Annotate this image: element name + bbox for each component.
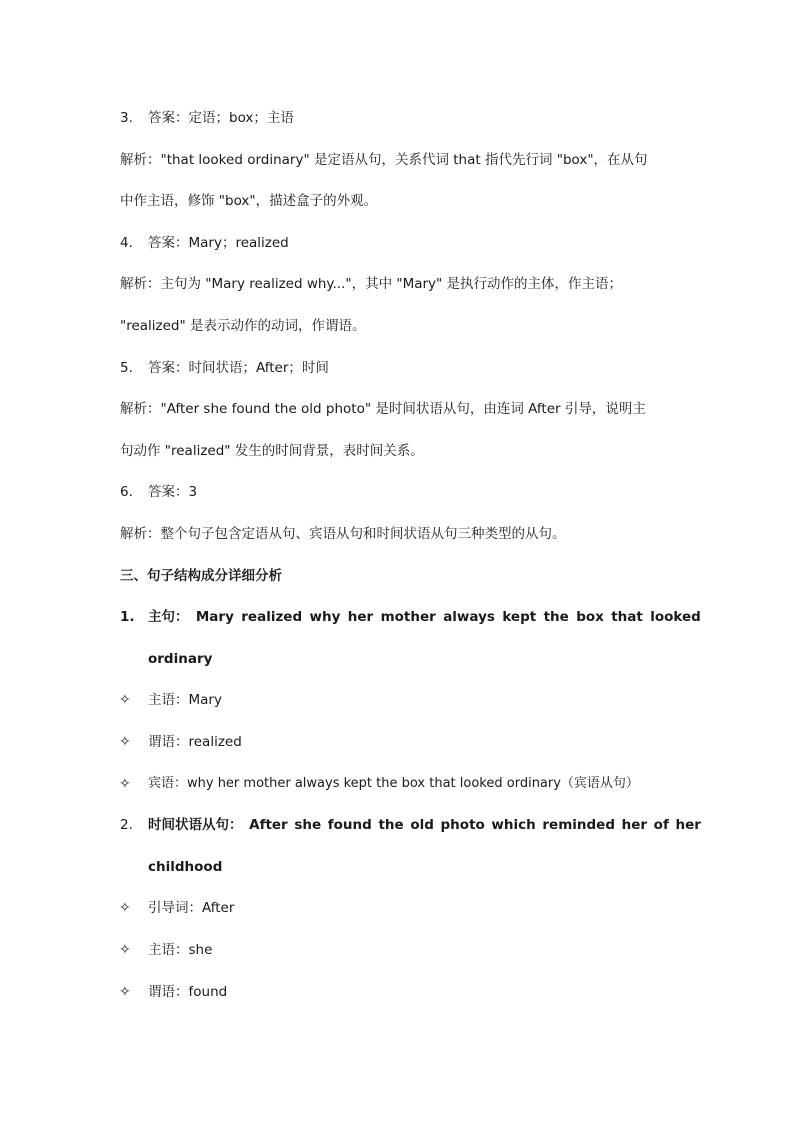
explanation-5-line-1: 解析："After she found the old photo" 是时间状语从句，由连词 After 引导，说明主 bbox=[120, 401, 646, 417]
item-1-word: always bbox=[443, 609, 495, 625]
item-2-subject: 主语：she bbox=[148, 942, 213, 958]
item-1-predicate: 谓语：realized bbox=[148, 734, 242, 750]
item-1-word: mother bbox=[380, 609, 436, 625]
answer-3-number: 3. bbox=[120, 110, 133, 126]
item-2-word: found bbox=[327, 817, 372, 833]
item-1-object: 宾语：why her mother always kept the box that looked ordinary（宾语从句） bbox=[148, 776, 639, 791]
item-1-word: that bbox=[611, 609, 643, 625]
item-2-introducer: 引导词：After bbox=[148, 900, 235, 916]
answer-6 bbox=[120, 482, 680, 502]
item-1-word: why bbox=[309, 609, 341, 625]
item-1-word: her bbox=[347, 609, 374, 625]
item-1-word: kept bbox=[502, 609, 537, 625]
answer-4-number: 4. bbox=[120, 235, 133, 251]
answer-4-text: 答案：Mary；realized bbox=[148, 235, 289, 251]
item-1-subject: 主语：Mary bbox=[148, 692, 222, 708]
item-2-continuation: childhood bbox=[148, 859, 223, 875]
explanation-4-line-1: 解析：主句为 "Mary realized why..."，其中 "Mary" 是执行动作的主体，作主语； bbox=[120, 276, 623, 292]
item-1-word: box bbox=[576, 609, 604, 625]
answer-5-text: 答案：时间状语；After；时间 bbox=[148, 360, 329, 376]
answer-6-text: 答案：3 bbox=[148, 484, 198, 500]
item-2-word: After bbox=[249, 817, 288, 833]
item-1-word: 主句： bbox=[148, 609, 189, 625]
item-2-predicate: 谓语：found bbox=[148, 984, 228, 1000]
item-1-word: Mary bbox=[195, 609, 234, 625]
diamond-bullet-icon: ✧ bbox=[119, 984, 131, 1000]
item-2-word: she bbox=[294, 817, 322, 833]
item-2-word: reminded bbox=[542, 817, 615, 833]
diamond-bullet-icon: ✧ bbox=[119, 900, 131, 916]
item-2-word: the bbox=[378, 817, 404, 833]
item-2-number: 2. bbox=[120, 817, 133, 833]
item-1-number: 1. bbox=[120, 609, 135, 625]
diamond-bullet-icon: ✧ bbox=[119, 692, 131, 708]
item-1-word: realized bbox=[241, 609, 303, 625]
explanation-6-line-1: 解析：整个句子包含定语从句、宾语从句和时间状语从句三种类型的从句。 bbox=[120, 526, 566, 542]
answer-3 bbox=[120, 108, 680, 128]
item-2-word: her bbox=[675, 817, 701, 833]
explanation-3-line-1: 解析："that looked ordinary" 是定语从句，关系代词 that 指代先行词 "box"，在从句 bbox=[120, 152, 648, 168]
item-2-word: of bbox=[653, 817, 669, 833]
item-1-word: looked bbox=[650, 609, 701, 625]
item-2-word: 时间状语从句： bbox=[148, 817, 243, 833]
answer-4 bbox=[120, 233, 680, 253]
section-heading: 三、句子结构成分详细分析 bbox=[120, 568, 282, 584]
item-1-word: the bbox=[543, 609, 569, 625]
item-2-word: photo bbox=[440, 817, 485, 833]
answer-5-number: 5. bbox=[120, 360, 133, 376]
diamond-bullet-icon: ✧ bbox=[119, 942, 131, 958]
item-2-word: which bbox=[491, 817, 536, 833]
item-1-sentence bbox=[148, 607, 701, 627]
diamond-bullet-icon: ✧ bbox=[119, 734, 131, 750]
diamond-bullet-icon: ✧ bbox=[119, 776, 131, 792]
item-2-word: her bbox=[621, 817, 648, 833]
item-2-sentence bbox=[148, 815, 701, 835]
answer-6-number: 6. bbox=[120, 484, 133, 500]
explanation-3-line-2: 中作主语，修饰 "box"，描述盒子的外观。 bbox=[120, 193, 378, 209]
item-2-word: old bbox=[410, 817, 434, 833]
explanation-4-line-2: "realized" 是表示动作的动词，作谓语。 bbox=[120, 318, 366, 334]
explanation-5-line-2: 句动作 "realized" 发生的时间背景，表时间关系。 bbox=[120, 443, 424, 459]
answer-5 bbox=[120, 358, 680, 378]
answer-3-text: 答案：定语；box；主语 bbox=[148, 110, 294, 126]
item-1-continuation: ordinary bbox=[148, 651, 213, 667]
